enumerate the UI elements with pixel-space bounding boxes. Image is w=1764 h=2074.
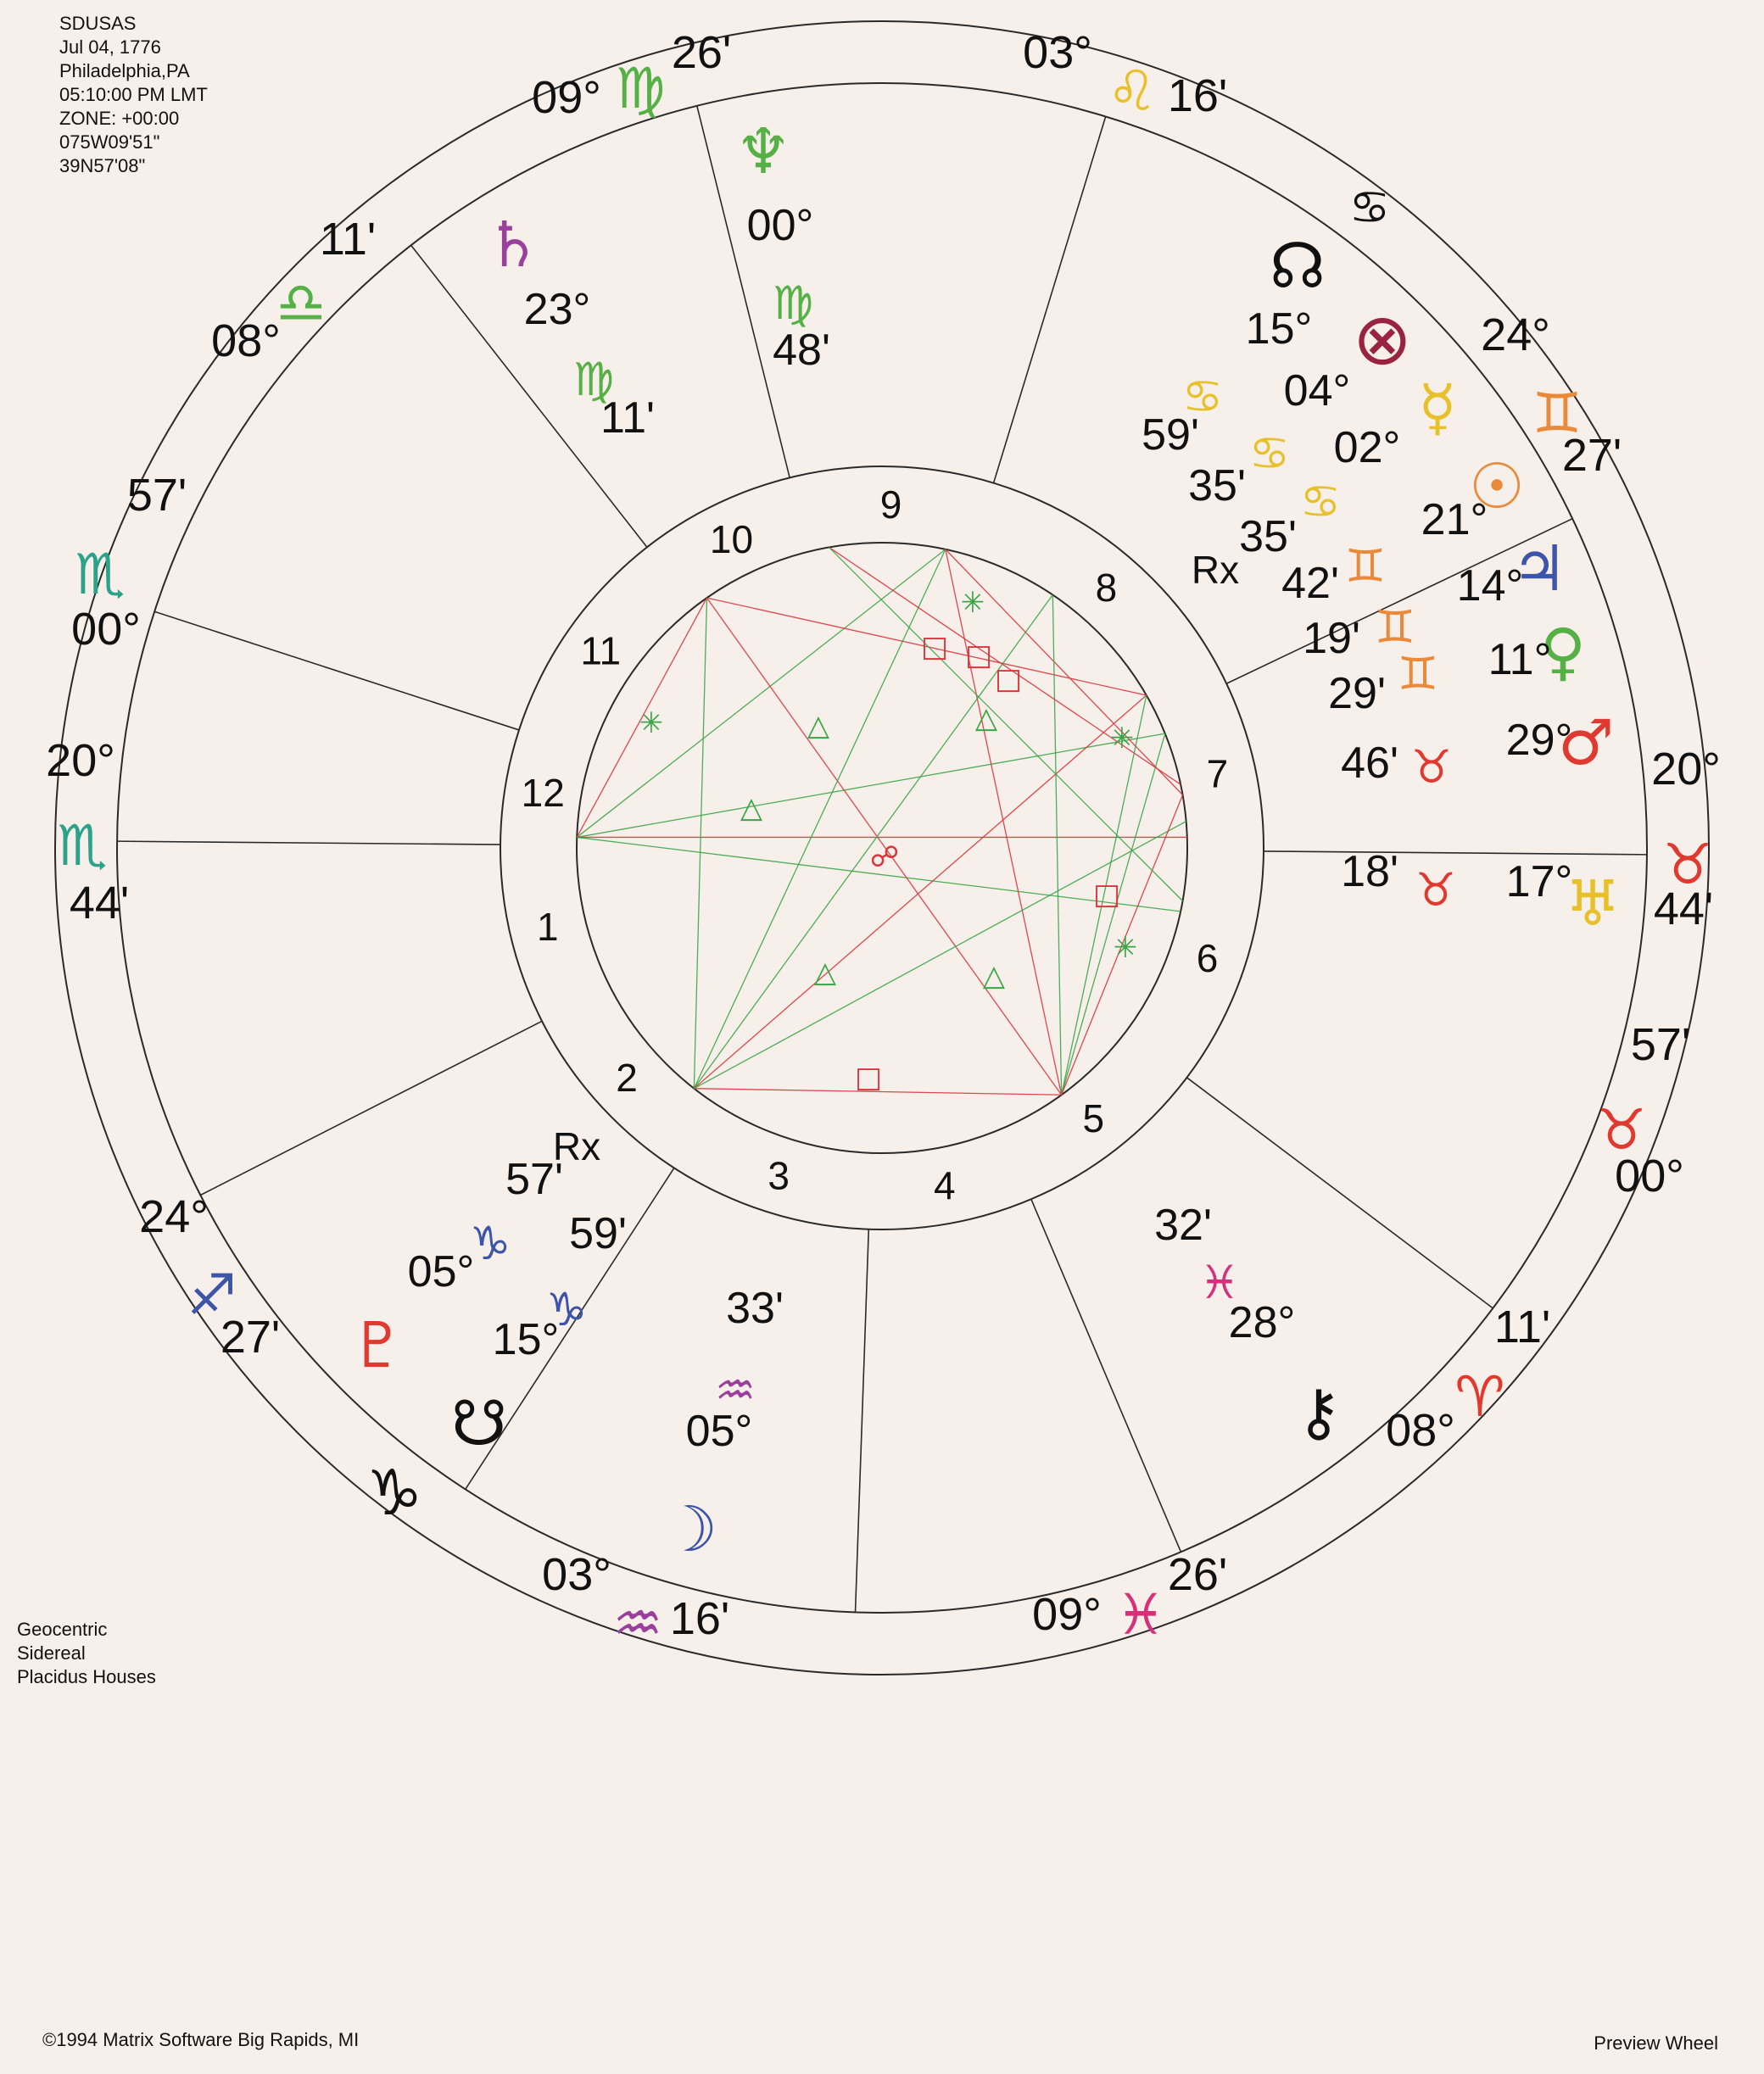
libra-icon: ♎ (276, 270, 327, 336)
footer-copyright: ©1994 Matrix Software Big Rapids, MI (42, 2029, 360, 2050)
house-cusp-line-5 (1031, 1199, 1181, 1552)
trine-icon: △ (974, 701, 998, 735)
chart-date: Jul 04, 1776 (59, 36, 161, 58)
cusp-7-degree: 20° (1651, 744, 1721, 794)
sun-minutes: 35' (1239, 512, 1297, 561)
capricorn-label-icon: ♑ (366, 1457, 423, 1530)
chart-longitude: 075W09'51" (59, 131, 160, 153)
mars-icon: ♂ (1557, 706, 1615, 779)
cusp-1-minutes: 44' (69, 878, 130, 928)
taurus-icon: ♉ (1662, 832, 1713, 897)
square-icon: □ (994, 662, 1023, 696)
aquarius-icon: ♒ (612, 1591, 663, 1656)
chart-name: SDUSAS (59, 13, 137, 34)
venus-sign-icon: ♊ (1374, 600, 1416, 654)
mercury-icon: ☿ (1418, 371, 1457, 444)
sagittarius-icon: ♐ (187, 1263, 237, 1328)
neptune-degree: 00° (746, 201, 814, 250)
cusp-2-minutes: 57' (126, 470, 187, 521)
house-number-7: 7 (1206, 751, 1229, 796)
cusp-6-degree: 24° (1481, 309, 1550, 360)
cusp-10-degree: 09° (1032, 1589, 1102, 1640)
trine-icon: △ (740, 791, 763, 825)
cusp-9-minutes: 11' (1493, 1302, 1551, 1352)
house-number-1: 1 (536, 904, 559, 949)
house-number-3: 3 (768, 1153, 790, 1198)
cusp-4-degree: 09° (532, 72, 601, 123)
aspect-line-1 (577, 733, 1165, 837)
chart-time: 05:10:00 PM LMT (59, 84, 208, 105)
setting-geocentric: Geocentric (17, 1619, 108, 1640)
cusp-8-minutes: 57' (1630, 1019, 1691, 1070)
planet-labels (349, 115, 1621, 1566)
north-node-sign-icon: ♋ (1348, 181, 1391, 234)
sun-retrograde: Rx (1191, 548, 1240, 592)
part-of-fortune-degree: 15° (1245, 304, 1313, 354)
mars-taurus-degree: 29° (1505, 716, 1573, 765)
mars-sign-icon: ♊ (1397, 647, 1439, 700)
part-of-fortune-icon: ⊗ (1352, 298, 1413, 381)
cusp-4-minutes: 26' (671, 27, 732, 78)
cusp-7-minutes: 44' (1653, 884, 1714, 934)
trine-icon: △ (982, 959, 1006, 993)
house-number-6: 6 (1196, 936, 1219, 981)
square-icon: □ (920, 630, 949, 664)
cusp-5-minutes: 16' (1167, 70, 1228, 121)
house-cusp-line-9 (994, 116, 1106, 482)
saturn-icon: ♄ (484, 209, 542, 282)
house-number-12: 12 (521, 770, 565, 815)
gemini-icon: ♊ (1532, 381, 1583, 446)
neptune-minutes: 48' (773, 326, 830, 375)
sun-icon: ☉ (1468, 450, 1526, 523)
footer-wheel-type: Preview Wheel (1594, 2032, 1718, 2054)
venus-icon: ♀ (1539, 616, 1587, 689)
moon-minutes: 33' (726, 1284, 784, 1333)
saturn-minutes: 11' (600, 393, 655, 443)
aspect-line-14 (1062, 733, 1165, 1095)
mercury-minutes: 35' (1188, 461, 1246, 510)
jupiter-degree: 21° (1421, 495, 1488, 544)
pluto-minutes: 57' (505, 1155, 563, 1204)
cusp-5-degree: 03° (1023, 27, 1092, 78)
aspect-line-12 (1052, 595, 1061, 1096)
cusp-3-degree: 08° (211, 315, 281, 366)
house-number-2: 2 (616, 1055, 638, 1100)
house-cusp-line-4 (856, 1229, 869, 1613)
taurus-icon: ♉ (1596, 1097, 1647, 1162)
house-number-11: 11 (580, 628, 622, 673)
leo-icon: ♌ (1107, 59, 1158, 124)
cusp-6-minutes: 27' (1561, 430, 1622, 481)
part-of-fortune-minutes: 59' (1142, 410, 1199, 460)
chiron-degree: 28° (1228, 1298, 1296, 1347)
venus-minutes: 19' (1303, 614, 1360, 663)
moon-sign-icon: ♒ (714, 1363, 756, 1417)
sextile-icon: ✳ (639, 706, 664, 740)
south-node-sign-icon: ♑ (545, 1283, 588, 1336)
uranus-icon: ♅ (1564, 867, 1622, 940)
uranus-sign-icon: ♉ (1415, 863, 1457, 917)
pisces-icon: ♓ (1115, 1582, 1166, 1647)
south-node-minutes: 59' (569, 1209, 627, 1258)
south-node-degree: 15° (492, 1315, 560, 1364)
opposition-icon: ☍ (869, 840, 900, 874)
mercury-sign-icon: ♋ (1248, 427, 1291, 480)
scorpio-icon: ♏ (75, 542, 126, 607)
mercury-degree: 04° (1283, 366, 1351, 415)
virgo-icon: ♍ (615, 56, 666, 121)
aries-icon: ♈ (1454, 1364, 1505, 1430)
square-icon: □ (964, 638, 993, 672)
house-number-9: 9 (879, 482, 902, 527)
moon-icon: ☽ (661, 1493, 718, 1566)
chart-place: Philadelphia,PA (59, 60, 190, 81)
square-icon: □ (1092, 878, 1121, 912)
sextile-icon: ✳ (1113, 931, 1138, 965)
cusp-3-minutes: 11' (319, 214, 377, 265)
sextile-icon: ✳ (960, 586, 985, 620)
pluto-degree: 05° (407, 1247, 475, 1296)
chiron-sign-icon: ♓ (1198, 1256, 1241, 1309)
pluto-icon: ♇ (349, 1309, 406, 1382)
setting-sidereal: Sidereal (17, 1642, 86, 1664)
saturn-degree: 23° (523, 285, 591, 334)
cusp-1-degree: 20° (46, 735, 115, 786)
aspect-line-5 (694, 598, 706, 1089)
venus-degree: 14° (1456, 561, 1524, 610)
house-cusp-line-2 (200, 1021, 542, 1195)
uranus-minutes: 18' (1341, 847, 1398, 896)
part-of-fortune-sign-icon: ♋ (1181, 370, 1224, 423)
sun-sign-icon: ♋ (1299, 475, 1342, 528)
cusp-12-minutes: 27' (220, 1312, 281, 1363)
cusp-8-degree: 00° (1615, 1151, 1684, 1201)
pluto-retrograde: Rx (552, 1124, 601, 1168)
house-number-8: 8 (1095, 566, 1118, 610)
cusp-11-degree: 03° (542, 1549, 611, 1600)
house-number-5: 5 (1082, 1096, 1105, 1141)
north-node-icon: ☊ (1270, 230, 1326, 303)
cusp-12-degree: 24° (139, 1191, 209, 1242)
chiron-minutes: 32' (1154, 1201, 1212, 1250)
cusp-9-degree: 08° (1386, 1405, 1455, 1456)
sextile-icon: ✳ (1109, 722, 1135, 755)
scorpio-icon: ♏ (57, 813, 108, 878)
chiron-icon: ⚷ (1295, 1376, 1343, 1449)
cusp-11-minutes: 16' (669, 1593, 730, 1644)
jupiter-icon: ♃ (1510, 532, 1568, 605)
saturn-sign-icon: ♍ (572, 353, 615, 406)
house-cusp-line-7 (1264, 851, 1647, 855)
aspect-line-9 (694, 549, 945, 1089)
mars-taurus-sign-icon: ♉ (1410, 740, 1453, 794)
neptune-sign-icon: ♍ (772, 276, 814, 330)
jupiter-sign-icon: ♊ (1344, 539, 1387, 593)
chart-zone: ZONE: +00:00 (59, 108, 180, 129)
pluto-sign-icon: ♑ (469, 1217, 511, 1270)
square-icon: □ (854, 1061, 883, 1095)
cusp-2-degree: 00° (71, 604, 141, 655)
house-cusp-line-1 (117, 841, 500, 845)
setting-house-system: Placidus Houses (17, 1666, 156, 1687)
trine-icon: △ (813, 956, 837, 990)
house-cusp-line-12 (154, 611, 519, 730)
house-number-4: 4 (934, 1163, 956, 1208)
mars-minutes: 29' (1328, 669, 1386, 718)
neptune-icon: ♆ (734, 115, 792, 188)
cusp-10-minutes: 26' (1167, 1549, 1228, 1600)
jupiter-minutes: 42' (1281, 559, 1339, 608)
aspect-line-13 (694, 695, 1146, 1089)
sun-degree: 02° (1333, 423, 1401, 472)
uranus-degree: 17° (1505, 857, 1573, 906)
mars-taurus-minutes: 46' (1341, 739, 1398, 788)
trine-icon: △ (807, 709, 830, 743)
moon-degree: 05° (685, 1407, 753, 1456)
south-node-icon: ☋ (451, 1387, 507, 1460)
mars-degree: 11° (1488, 635, 1552, 684)
house-number-10: 10 (709, 516, 754, 561)
chart-latitude: 39N57'08" (59, 155, 146, 176)
